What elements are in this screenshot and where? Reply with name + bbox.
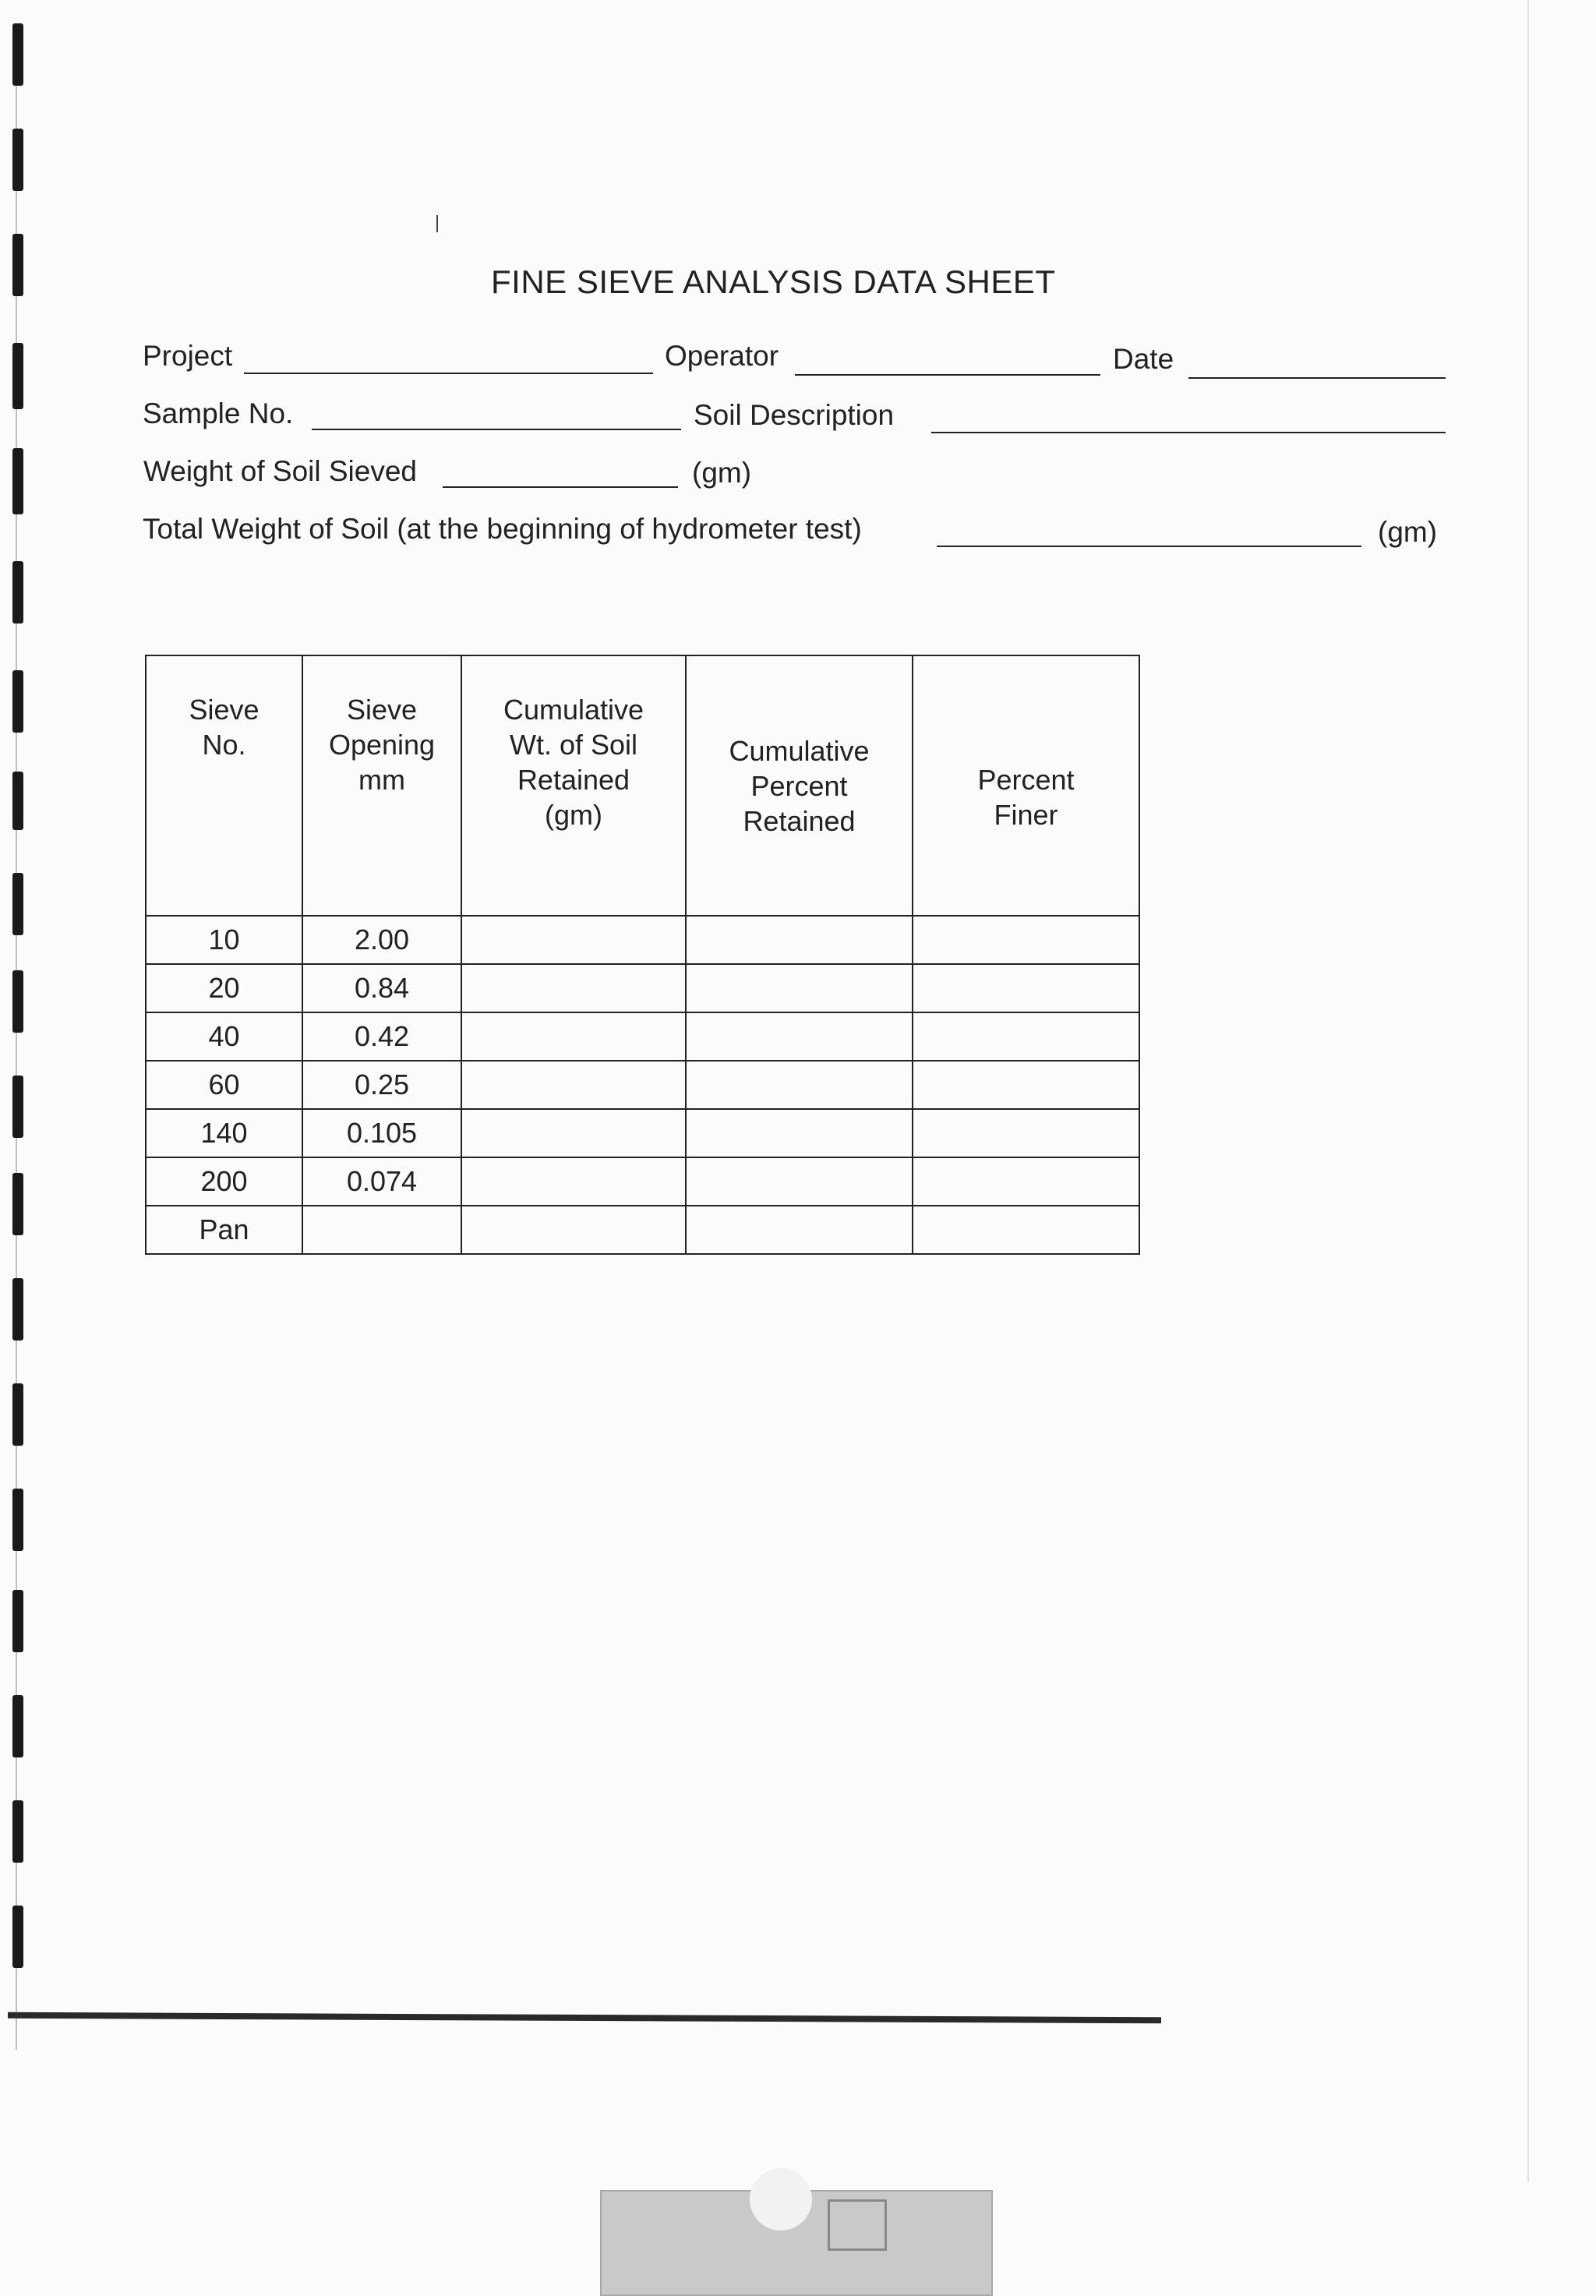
page-title: FINE SIEVE ANALYSIS DATA SHEET xyxy=(491,263,1056,300)
sieve-opening-cell: 0.25 xyxy=(302,1061,461,1109)
percent-finer-cell[interactable] xyxy=(913,964,1139,1012)
cumulative-percent-cell[interactable] xyxy=(686,1157,913,1206)
project-label: Project xyxy=(143,340,233,372)
sieve-no-cell: 200 xyxy=(146,1157,302,1206)
total-weight-label: Total Weight of Soil (at the beginning of hydrometer test) xyxy=(143,513,862,545)
sieve-opening-cell: 0.105 xyxy=(302,1109,461,1157)
operator-field[interactable] xyxy=(795,374,1100,376)
sieve-opening-cell: 0.84 xyxy=(302,964,461,1012)
binding-mark xyxy=(12,343,23,409)
table-row xyxy=(146,1206,1139,1254)
header-cumulative-percent: Cumulative Percent Retained xyxy=(686,655,913,916)
date-field[interactable] xyxy=(1188,377,1446,379)
cumulative-percent-cell[interactable] xyxy=(686,964,913,1012)
sample-no-label: Sample No. xyxy=(143,397,294,429)
cumulative-percent-cell[interactable] xyxy=(686,1012,913,1061)
binding-mark xyxy=(12,234,23,296)
percent-finer-cell[interactable] xyxy=(913,1109,1139,1157)
cumulative-wt-cell[interactable] xyxy=(461,1206,686,1254)
soil-description-label: Soil Description xyxy=(694,399,895,431)
operator-label: Operator xyxy=(665,340,779,372)
table-header-row xyxy=(146,655,1139,916)
binding-mark xyxy=(12,561,23,623)
total-weight-field[interactable] xyxy=(937,546,1361,547)
cumulative-wt-cell[interactable] xyxy=(461,1012,686,1061)
scanner-window xyxy=(828,2199,887,2251)
page-bottom-edge xyxy=(8,2012,1161,2023)
percent-finer-cell[interactable] xyxy=(913,1157,1139,1206)
date-label: Date xyxy=(1113,343,1174,375)
project-field[interactable] xyxy=(244,373,653,374)
binding-mark xyxy=(12,1906,23,1968)
sieve-no-cell: 140 xyxy=(146,1109,302,1157)
weight-sieved-unit: (gm) xyxy=(692,457,752,489)
scanner-object xyxy=(600,2190,993,2296)
binding-mark xyxy=(12,23,23,86)
header-cumulative-wt: Cumulative Wt. of Soil Retained (gm) xyxy=(461,655,686,916)
sieve-no-cell: 10 xyxy=(146,916,302,964)
page-edge xyxy=(1527,0,1529,2182)
binding-mark xyxy=(12,1278,23,1341)
cumulative-wt-cell[interactable] xyxy=(461,1157,686,1206)
table-row xyxy=(146,1157,1139,1206)
cumulative-percent-cell[interactable] xyxy=(686,1061,913,1109)
cumulative-percent-cell[interactable] xyxy=(686,1206,913,1254)
table-row xyxy=(146,1012,1139,1061)
binding-mark xyxy=(12,1383,23,1446)
table-row xyxy=(146,964,1139,1012)
total-weight-unit: (gm) xyxy=(1378,516,1438,548)
binding-mark xyxy=(12,1590,23,1652)
sieve-table xyxy=(145,655,1140,1255)
sieve-no-cell: 60 xyxy=(146,1061,302,1109)
table-row xyxy=(146,1109,1139,1157)
header-sieve-no: Sieve No. xyxy=(146,655,302,916)
sieve-no-cell: 40 xyxy=(146,1012,302,1061)
sieve-opening-cell: 2.00 xyxy=(302,916,461,964)
stray-mark xyxy=(436,215,438,232)
header-sieve-opening: Sieve Opening mm xyxy=(302,655,461,916)
table-row xyxy=(146,916,1139,964)
weight-sieved-field[interactable] xyxy=(443,486,678,488)
header-percent-finer: Percent Finer xyxy=(913,655,1139,916)
binding-mark xyxy=(12,1695,23,1757)
cumulative-wt-cell[interactable] xyxy=(461,964,686,1012)
cumulative-wt-cell[interactable] xyxy=(461,916,686,964)
cumulative-percent-cell[interactable] xyxy=(686,916,913,964)
binding-mark xyxy=(12,1173,23,1235)
sieve-opening-cell: 0.074 xyxy=(302,1157,461,1206)
sample-no-field[interactable] xyxy=(312,429,681,430)
weight-sieved-label: Weight of Soil Sieved xyxy=(143,455,418,487)
binding-mark xyxy=(12,670,23,733)
soil-description-field[interactable] xyxy=(931,432,1446,433)
cumulative-wt-cell[interactable] xyxy=(461,1109,686,1157)
binding-mark xyxy=(12,970,23,1033)
scanner-notch xyxy=(750,2168,812,2231)
table-row xyxy=(146,1061,1139,1109)
percent-finer-cell[interactable] xyxy=(913,1012,1139,1061)
percent-finer-cell[interactable] xyxy=(913,916,1139,964)
sieve-opening-cell xyxy=(302,1206,461,1254)
binding-mark xyxy=(12,1800,23,1863)
percent-finer-cell[interactable] xyxy=(913,1206,1139,1254)
binding-mark xyxy=(12,448,23,514)
cumulative-wt-cell[interactable] xyxy=(461,1061,686,1109)
binding-mark xyxy=(12,129,23,191)
binding-mark xyxy=(12,1076,23,1138)
sieve-no-cell: 20 xyxy=(146,964,302,1012)
sieve-no-cell: Pan xyxy=(146,1206,302,1254)
cumulative-percent-cell[interactable] xyxy=(686,1109,913,1157)
sieve-opening-cell: 0.42 xyxy=(302,1012,461,1061)
binding-edge xyxy=(8,23,31,2050)
percent-finer-cell[interactable] xyxy=(913,1061,1139,1109)
binding-mark xyxy=(12,873,23,935)
binding-mark xyxy=(12,772,23,830)
binding-mark xyxy=(12,1489,23,1551)
